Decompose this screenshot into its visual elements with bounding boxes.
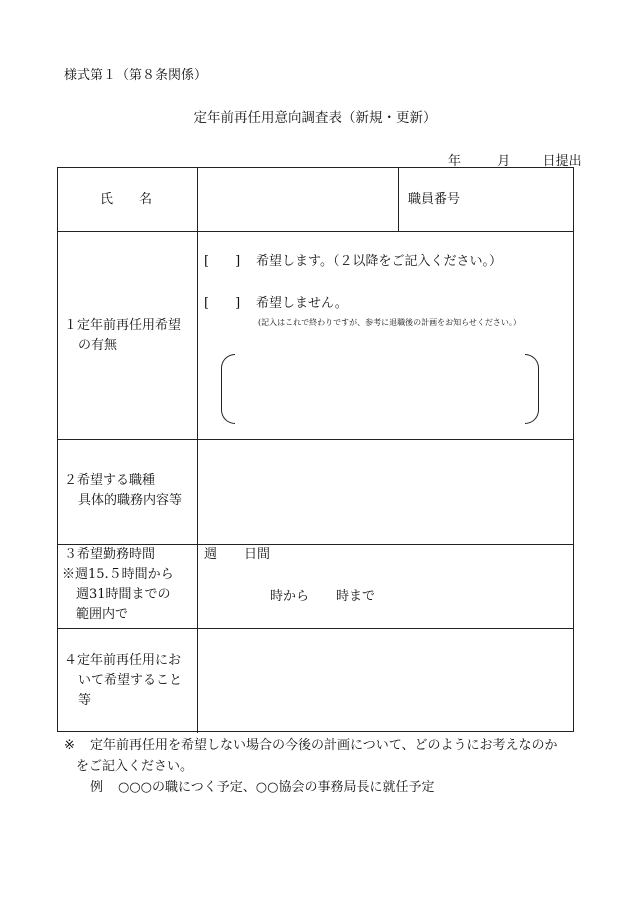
hours-label-line4: 範囲内で bbox=[76, 607, 129, 622]
hours-label-line3: 週31時間までの bbox=[76, 587, 171, 602]
hope-yes-checkbox[interactable]: [ ] bbox=[204, 254, 241, 269]
time-from: 時から bbox=[270, 589, 310, 604]
job-label-line2: 具体的職務内容等 bbox=[78, 493, 183, 508]
hope-yes-label: 希望します。（２以降をご記入ください。） bbox=[256, 254, 502, 269]
job-label-line1: ２希望する職種 bbox=[64, 473, 156, 488]
other-label-line2: いて希望すること bbox=[78, 673, 183, 688]
week-prefix: 週 bbox=[204, 547, 218, 562]
hope-no-checkbox[interactable]: [ ] bbox=[204, 296, 241, 311]
other-label-line3: 等 bbox=[78, 693, 92, 708]
example-text: ○○○の職につく予定、○○協会の事務局長に就任予定 bbox=[118, 780, 435, 795]
other-input[interactable] bbox=[198, 629, 573, 731]
form-title: 定年前再任用意向調査表（新規・更新） bbox=[193, 110, 437, 126]
staff-number-label: 職員番号 bbox=[408, 192, 461, 207]
name-label: 氏 名 bbox=[100, 192, 153, 207]
hours-label-line1: ３希望勤務時間 bbox=[64, 547, 156, 562]
example-label: 例 bbox=[90, 780, 104, 795]
name-input[interactable] bbox=[198, 168, 398, 231]
footnote-line2: をご記入ください。 bbox=[76, 759, 194, 774]
date-month-label: 月 bbox=[497, 154, 511, 169]
future-plan-input[interactable] bbox=[221, 354, 539, 424]
staff-number-input[interactable] bbox=[478, 168, 573, 231]
row-divider bbox=[58, 231, 573, 232]
time-to: 時まで bbox=[336, 589, 376, 604]
form-number: 様式第１（第８条関係） bbox=[64, 68, 208, 83]
hope-label-line1: １定年前再任用希望 bbox=[64, 318, 182, 333]
survey-table bbox=[57, 167, 574, 732]
other-label-line1: ４定年前再任用にお bbox=[64, 653, 182, 668]
bracket-right bbox=[525, 354, 539, 424]
days-suffix: 日間 bbox=[244, 547, 271, 562]
date-year-label: 年 bbox=[448, 154, 462, 169]
hope-no-note: (記入はこれで終わりですが、参考に退職後の計画をお知らせください。） bbox=[258, 318, 521, 327]
footnote-mark: ※ bbox=[64, 738, 75, 753]
date-day-submit-label: 日提出 bbox=[542, 154, 582, 169]
footnote-line1: 定年前再任用を希望しない場合の今後の計画について、どのようにお考えなのか bbox=[90, 738, 558, 753]
hope-no-label: 希望しません。 bbox=[256, 296, 348, 311]
hope-label-line2: の有無 bbox=[78, 338, 118, 353]
column-divider bbox=[398, 168, 399, 231]
job-input[interactable] bbox=[198, 440, 573, 544]
hours-label-line2: ※週15.５時間から bbox=[62, 567, 174, 582]
bracket-left bbox=[221, 354, 235, 424]
